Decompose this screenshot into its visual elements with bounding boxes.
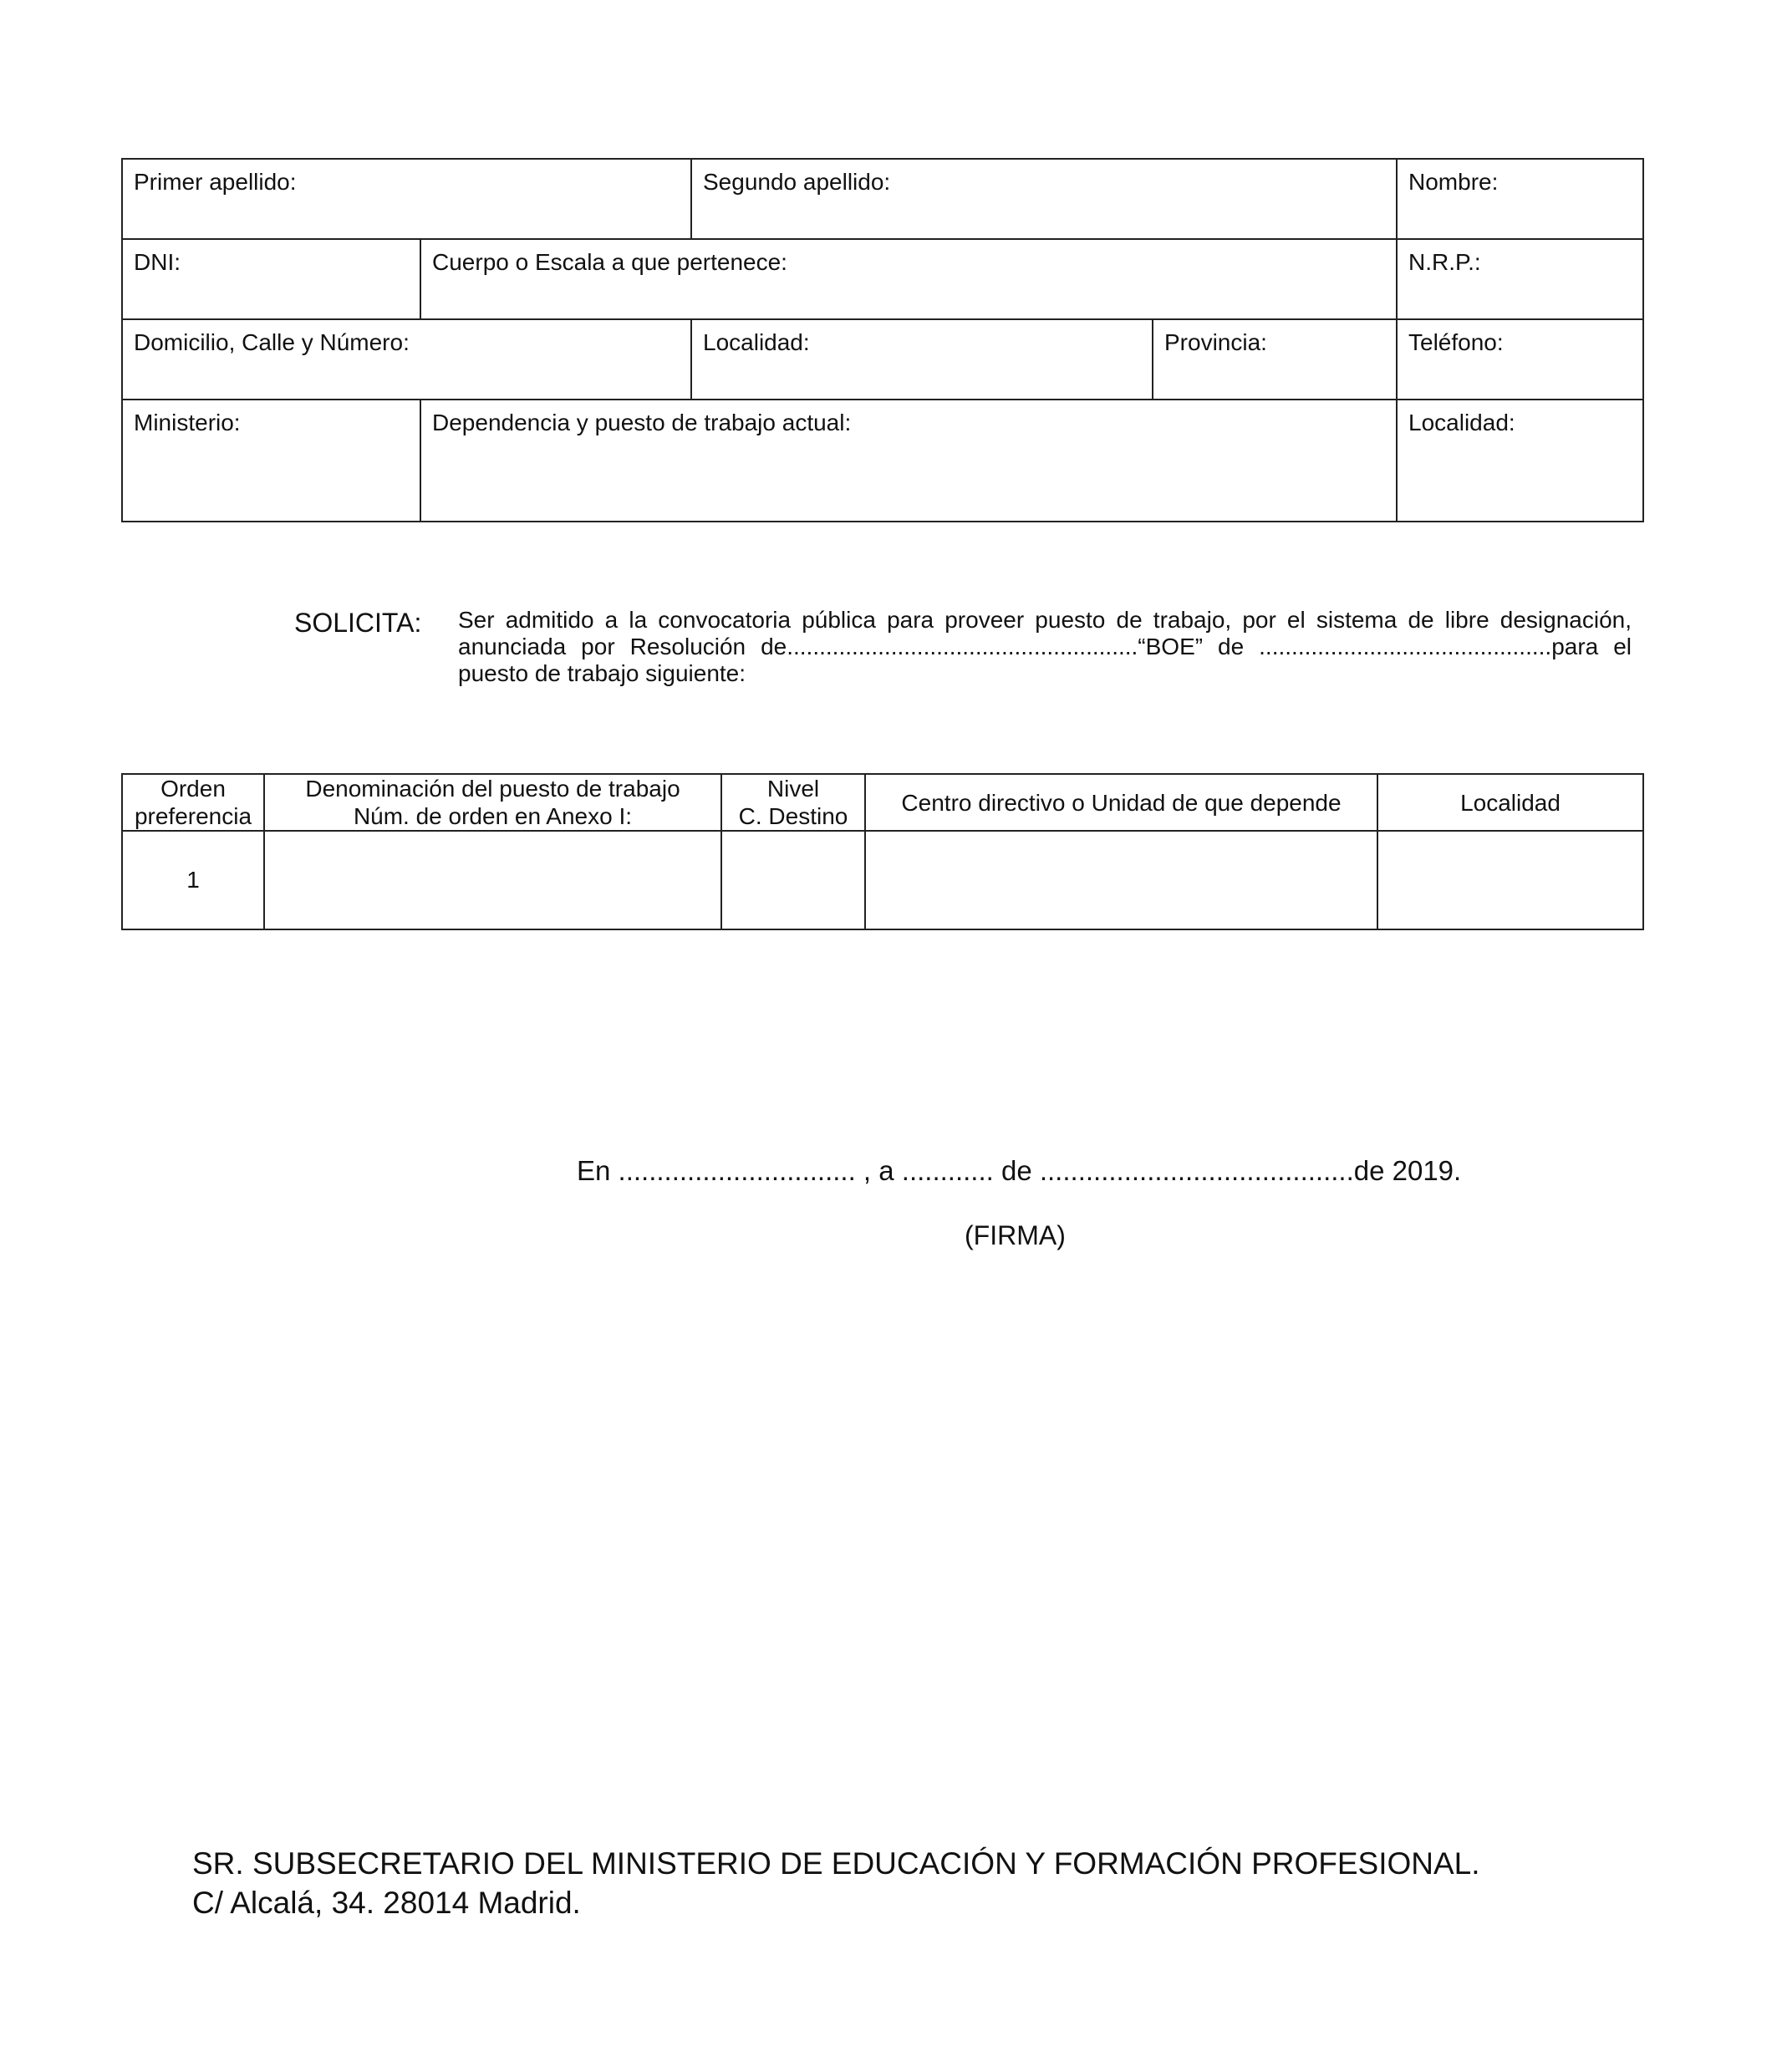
header-line: Orden <box>160 776 226 802</box>
header-line: Localidad <box>1460 789 1561 816</box>
ministerio-field[interactable] <box>122 400 420 522</box>
header-line: Denominación del puesto de trabajo <box>305 776 680 802</box>
nrp-field[interactable] <box>1397 239 1643 319</box>
field-label: Localidad: <box>1408 410 1515 435</box>
personal-data-table <box>121 158 1644 522</box>
centro-directivo-cell[interactable] <box>865 831 1377 929</box>
header-centro-directivo <box>865 774 1377 831</box>
field-label: DNI: <box>134 249 181 275</box>
field-label: Dependencia y puesto de trabajo actual: <box>432 410 852 435</box>
header-line: preferencia <box>134 803 252 829</box>
localidad-field[interactable] <box>691 319 1153 400</box>
field-label: Domicilio, Calle y Número: <box>134 329 410 355</box>
field-label: Segundo apellido: <box>703 169 891 195</box>
localidad-cell[interactable] <box>1377 831 1643 929</box>
segundo-apellido-field[interactable] <box>691 159 1397 239</box>
nombre-field[interactable] <box>1397 159 1643 239</box>
dependencia-puesto-field[interactable] <box>420 400 1397 522</box>
addressee-line-2: C/ Alcalá, 34. 28014 Madrid. <box>192 1886 581 1920</box>
header-localidad <box>1377 774 1643 831</box>
date-place-line: En ............................... , a ............ de .........................................de 2019. <box>577 1155 1462 1186</box>
orden-cell: 1 <box>122 831 264 929</box>
denominacion-cell[interactable] <box>264 831 721 929</box>
provincia-field[interactable] <box>1153 319 1397 400</box>
table-row <box>122 831 1643 929</box>
primer-apellido-field[interactable] <box>122 159 691 239</box>
field-label: N.R.P.: <box>1408 249 1481 275</box>
field-label: Localidad: <box>703 329 810 355</box>
header-orden-preferencia <box>122 774 264 831</box>
field-label: Provincia: <box>1164 329 1267 355</box>
firma-label: (FIRMA) <box>965 1220 1066 1250</box>
solicita-label: SOLICITA: <box>294 608 422 638</box>
domicilio-field[interactable] <box>122 319 691 400</box>
cuerpo-escala-field[interactable] <box>420 239 1397 319</box>
header-line: Núm. de orden en Anexo I: <box>353 803 633 829</box>
field-label: Ministerio: <box>134 410 241 435</box>
header-denominacion <box>264 774 721 831</box>
telefono-field[interactable] <box>1397 319 1643 400</box>
addressee-block <box>192 1844 1480 1922</box>
dni-field[interactable] <box>122 239 420 319</box>
field-label: Primer apellido: <box>134 169 297 195</box>
field-label: Cuerpo o Escala a que pertenece: <box>432 249 787 275</box>
header-line: C. Destino <box>738 803 848 829</box>
header-line: Centro directivo o Unidad de que depende <box>901 789 1342 816</box>
solicita-text: Ser admitido a la convocatoria pública para proveer puesto de trabajo, por el sistema de libre designación, anunciada por Resolución de......................................................“BOE” de .............................................para el puesto de trabajo siguiente: <box>458 607 1632 686</box>
addressee-line-1: SR. SUBSECRETARIO DEL MINISTERIO DE EDUCACIÓN Y FORMACIÓN PROFESIONAL. <box>192 1846 1480 1881</box>
positions-table <box>121 773 1644 930</box>
header-line: Nivel <box>766 776 820 802</box>
localidad-actual-field[interactable] <box>1397 400 1643 522</box>
field-label: Teléfono: <box>1408 329 1504 355</box>
field-label: Nombre: <box>1408 169 1499 195</box>
header-nivel <box>721 774 865 831</box>
nivel-cell[interactable] <box>721 831 865 929</box>
